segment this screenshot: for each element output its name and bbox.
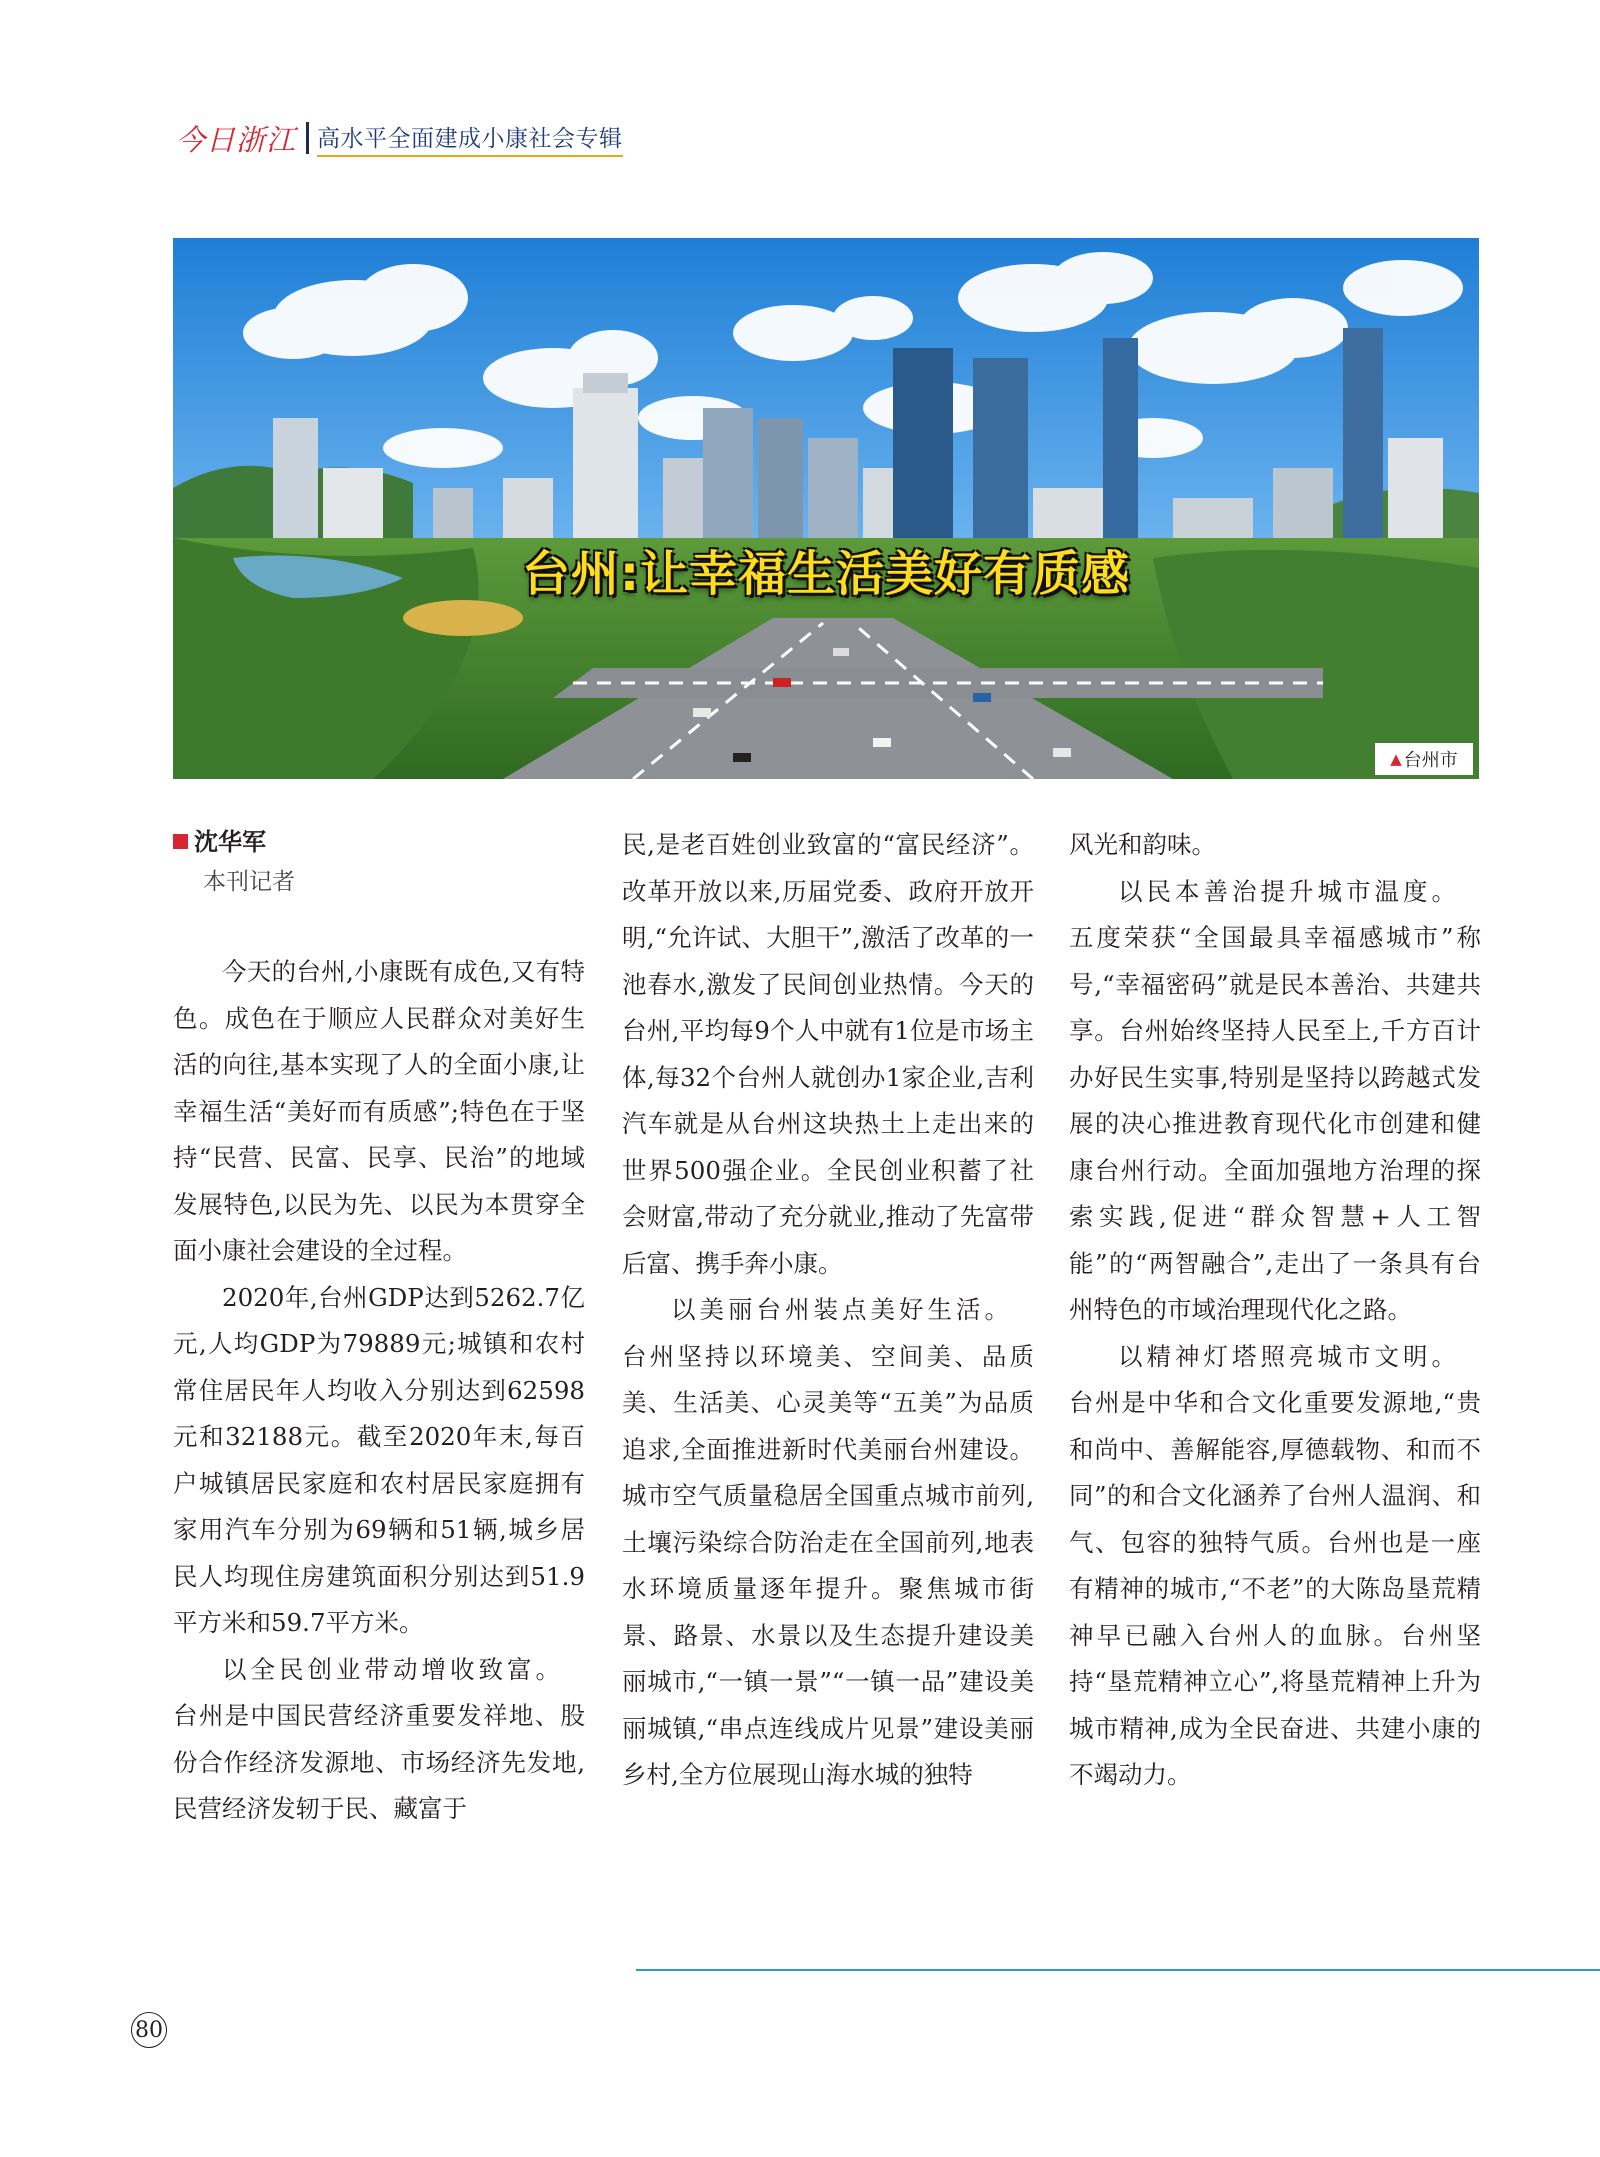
paragraph: 台州坚持以环境美、空间美、品质美、生活美、心灵美等“五美”为品质追求,全面推进新时代美丽台州建设。城市空气质量稳居全国重点城市前列,土壤污染综合防治走在全国前列,地表水环境质量逐年提升。聚焦城市街景、路景、水景以及生态提升建设美丽城市,“一镇一景”“一镇一品”建设美丽城镇,“串点连线成片见景”建设美丽乡村,全方位展现山海水城的独特 [622, 1341, 1034, 1789]
paragraph: 2020年,台州GDP达到5262.7亿元,人均GDP为79889元;城镇和农村常住居民年人均收入分别达到62598元和32188元。截至2020年末,每百户城镇居民家庭和农村居民家庭拥有家用汽车分别为69辆和51辆,城乡居民人均现住房建筑面积分别达到51.9平方米和59.7平方米。 [173, 1282, 585, 1637]
text-column-1 [173, 822, 585, 1833]
text-column-3 [1069, 822, 1481, 1799]
paragraph: 五度荣获“全国最具幸福感城市”称号,“幸福密码”就是民本善治、共建共享。台州始终坚持人民至上,千方百计办好民生实事,特别是坚持以跨越式发展的决心推进教育现代化市创建和健康台州行动。全面加强地方治理的探索实践,促进“群众智慧+人工智能”的“两智融合”,走出了一条具有台州特色的市域治理现代化之路。 [1069, 923, 1481, 1324]
author-name-text: 沈华军 [194, 828, 266, 856]
section-lead: 以民本善治提升城市温度。 [1118, 876, 1460, 906]
caption-triangle-icon: ▲ [1390, 750, 1402, 768]
paragraph: 风光和韵味。 [1069, 830, 1216, 859]
byline-spacer [173, 902, 585, 949]
masthead [176, 118, 623, 158]
author-role: 本刊记者 [203, 869, 295, 895]
section-title: 高水平全面建成小康社会专辑 [317, 120, 623, 157]
paragraph: 台州是中国民营经济重要发祥地、股份合作经济发源地、市场经济先发地,民营经济发轫于民、藏富于 [173, 1701, 585, 1823]
text-column-2 [622, 822, 1034, 1799]
footer-rule [636, 1969, 1600, 1971]
hero-photo [173, 238, 1479, 779]
section-lead: 以全民创业带动增收致富。 [222, 1654, 564, 1684]
author-marker [173, 834, 188, 849]
masthead-divider [306, 122, 309, 154]
author-name [173, 822, 585, 862]
city-skyline-illustration [173, 238, 1479, 779]
section-lead: 以美丽台州装点美好生活。 [671, 1295, 1013, 1324]
paragraph: 台州是中华和合文化重要发源地,“贵和尚中、善解能容,厚德载物、和而不同”的和合文化涵养了台州人温润、和气、包容的独特气质。台州也是一座有精神的城市,“不老”的大陈岛垦荒精神早已融入台州人的血脉。台州坚持“垦荒精神立心”,将垦荒精神上升为城市精神,成为全民奋进、共建小康的不竭动力。 [1069, 1388, 1481, 1789]
magazine-logo: 今日浙江 [176, 122, 297, 157]
paragraph: 民,是老百姓创业致富的“富民经济”。改革开放以来,历届党委、政府开放开明,“允许试、大胆干”,激活了改革的一池春水,激发了民间创业热情。今天的台州,平均每9个人中就有1位是市场主体,每32个台州人就创办1家企业,吉利汽车就是从台州这块热土上走出来的世界500强企业。全民创业积蓄了社会财富,带动了充分就业,推动了先富带后富、携手奔小康。 [622, 830, 1034, 1278]
photo-caption-text: 台州市 [1403, 750, 1458, 771]
page-number: 80 [131, 2012, 167, 2048]
section-lead: 以精神灯塔照亮城市文明。 [1118, 1341, 1460, 1371]
paragraph: 今天的台州,小康既有成色,又有特色。成色在于顺应人民群众对美好生活的向往,基本实现了人的全面小康,让幸福生活“美好而有质感”;特色在于坚持“民营、民富、民享、民治”的地域发展特色,以民为先、以民为本贯穿全面小康社会建设的全过程。 [173, 957, 585, 1265]
article-title: 台州:让幸福生活美好有质感 [521, 546, 1131, 602]
photo-caption [1375, 743, 1473, 775]
